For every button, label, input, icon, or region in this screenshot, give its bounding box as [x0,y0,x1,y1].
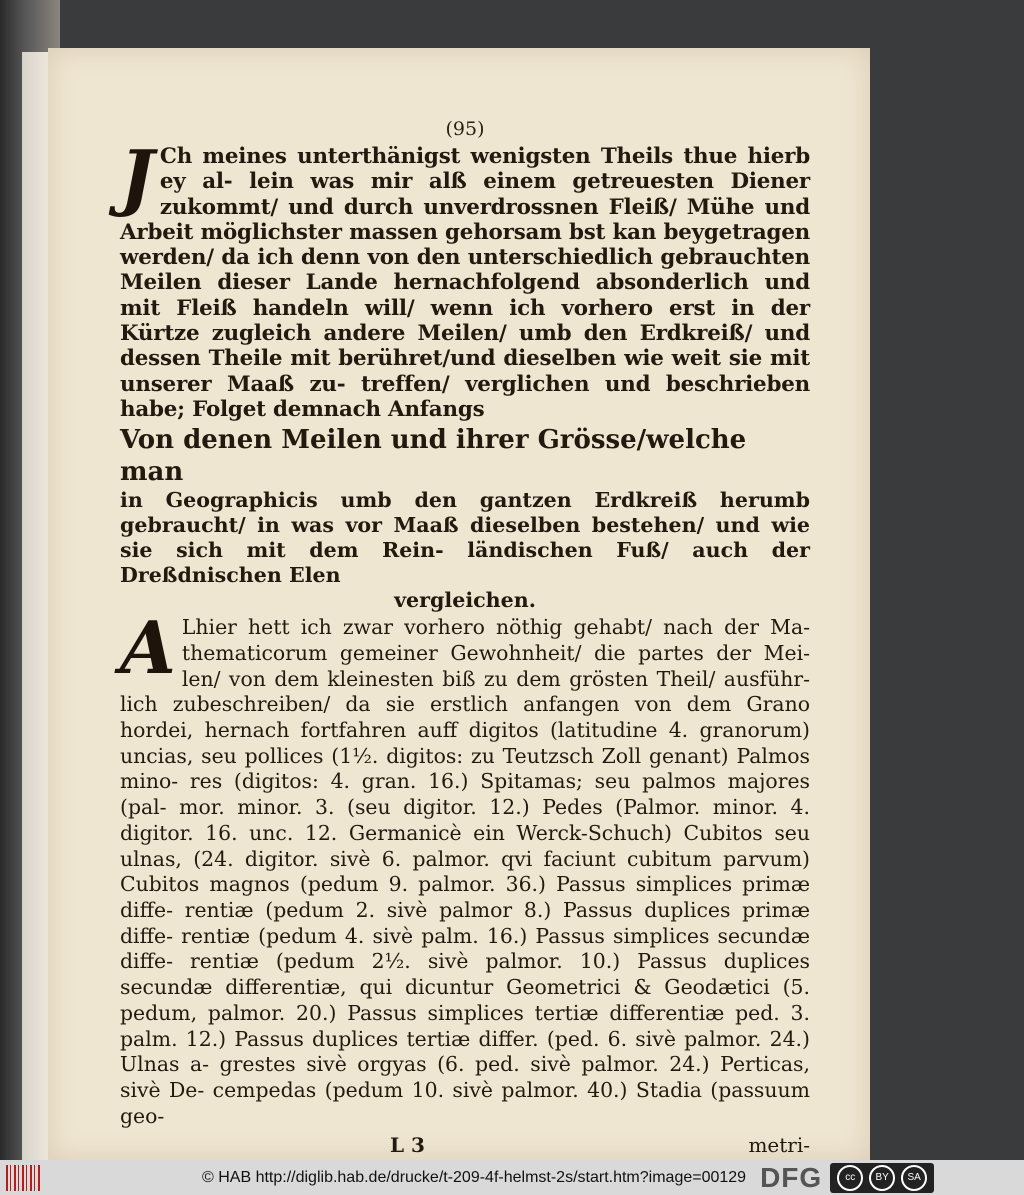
drop-cap: J [120,134,154,219]
facing-page-edge [22,52,50,1160]
paragraph-1-text: Ch meines unterthänigst wenigsten Theils thue hierb ey al- lein was mir alß einem getreuesten Diener zukommt/ und durch unverdrossnen Fleiß/ Mühe und Arbeit möglichster massen gehorsam bst kan beygetragen werden/ da ich denn von den unterschiedlich gebrauchten Meilen dieser Lande hernachfolgend absonderlich und mit Fleiß handeln will/ wenn ich vorhero erst in der Kürtze zugleich andere Meilen/ umb den Erdkreiß/ und dessen Theile mit berühret/und dieselben wie weit sie mit unserer Maaß zu- treffen/ verglichen und beschrieben habe; Folget demnach Anfangs [120,144,810,422]
signature-mark: L 3 [390,1133,425,1158]
page-footer [120,1133,810,1157]
catchword: metri- [748,1133,810,1158]
book-page [48,48,870,1160]
page-content [120,118,810,1157]
paragraph-2 [120,605,810,1129]
sa-icon: SA [901,1165,927,1191]
cc-icon: cc [837,1165,863,1191]
subheading-text: in Geographicis umb den gantzen Erdkreiß herumb gebraucht/ in was vor Maaß dieselben bestehen/ und wie sie sich mit dem Rein- ländischen Fuß/ auch der Dreßdnischen Elen [120,488,810,588]
paragraph-2-text: Lhier hett ich zwar vorhero nöthig gehabt/ nach der Ma- thematicorum gemeiner Gewohnheit/ die partes der Mei- len/ von dem kleinesten biß zu dem grösten Theil/ ausführ- lich zubeschreiben/ da sie erstlich anfangen von dem Grano hordei, hernach fortfahren auff digitos (latitudine 4. granorum) uncias, seu pollices (1½. digitos: zu Teutzsch Zoll genant) Palmos mino- res (digitos: 4. gran. 16.) Spitamas; seu palmos majores (pal- mor. minor. 3. (seu digitor. 12.) Pedes (Palmor. minor. 4. digitor. 16. unc. 12. Germanicè ein Werck-Schuch) Cubitos seu ulnas, (24. digitor. sivè 6. palmor. qvi faciunt cubitum parvum) Cubitos magnos (pedum 9. palmor. 36.) Passus simplices primæ diffe- rentiæ (pedum 2. sivè palmor 8.) Passus duplices primæ diffe- rentiæ (pedum 4. sivè palm. 16.) Passus simplices secundæ diffe- rentiæ (pedum 2½. sivè palmor. 10.) Passus duplices secundæ differentiæ, qui dicuntur Geometrici & Geodætici (5. pedum, palmor. 20.) Passus simplices tertiæ differentiæ ped. 3. palm. 12.) Passus duplices tertiæ differ. (ped. 6. sivè palmor. 24.) Ulnas a- grestes sivè orgyas (6. ped. sivè palmor. 24.) Perticas, sivè De- cempedas (pedum 10. sivè palmor. 40.) Stadia (passuum geo- [120,615,810,1128]
viewer-footer-bar [0,1160,1024,1195]
by-icon: BY [869,1165,895,1191]
drop-cap-2: A [120,605,176,691]
source-credit[interactable]: © HAB http://diglib.hab.de/drucke/t-209-4f-helmst-2s/start.htm?image=00129 [202,1168,747,1186]
section-heading: Von denen Meilen und ihrer Grösse/welche man [120,425,747,488]
section-subheading [120,488,810,613]
barcode-icon [6,1165,42,1191]
paragraph-1 [120,134,810,422]
cc-license-badge[interactable] [830,1163,934,1193]
subheading-end: vergleichen. [394,588,536,613]
page-number: (95) [445,118,485,140]
dfg-logo: DFG [760,1161,823,1193]
